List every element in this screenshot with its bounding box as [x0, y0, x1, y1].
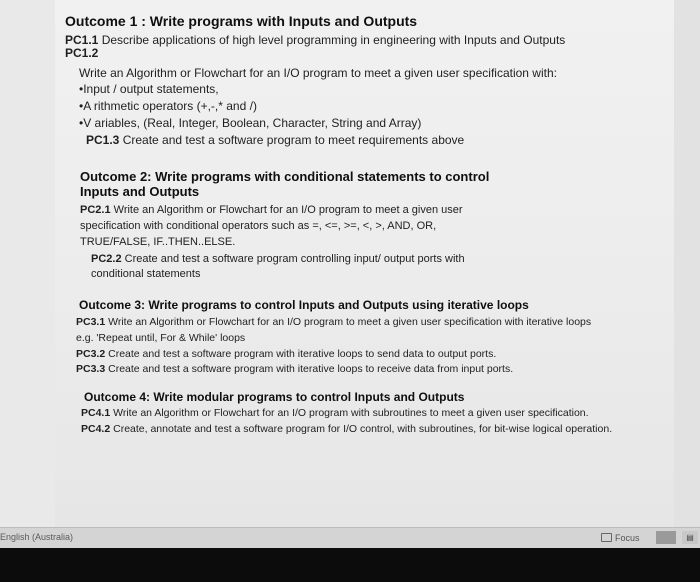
pc31-label: PC3.1 — [76, 316, 106, 328]
pc33-label: PC3.3 — [76, 363, 106, 375]
bullet-variables: •V ariables, (Real, Integer, Boolean, Character, String and Array) — [79, 116, 422, 130]
pc31-line2: e.g. 'Repeat until, For & While' loops — [76, 332, 246, 344]
pc42-label: PC4.2 — [81, 423, 111, 435]
pc13-line — [86, 133, 464, 147]
pc31-line1 — [76, 315, 591, 329]
pc11-line — [65, 33, 565, 47]
status-bar — [0, 527, 700, 548]
pc13-label: PC1.3 — [86, 133, 120, 147]
pc12-label: PC1.2 — [65, 46, 99, 60]
bullet-arithmetic: •A rithmetic operators (+,-,* and /) — [79, 99, 257, 113]
outcome2-title-line1: Outcome 2: Write programs with conditional statements to control — [80, 169, 490, 184]
pc41-label: PC4.1 — [81, 407, 111, 419]
focus-button[interactable] — [598, 531, 643, 544]
outcome2-title-line2: Inputs and Outputs — [80, 184, 200, 199]
pc21-label: PC2.1 — [80, 204, 111, 216]
outcome4-title: Outcome 4: Write modular programs to control Inputs and Outputs — [84, 390, 465, 404]
pc41-line — [81, 406, 589, 420]
pc11-label: PC1.1 — [65, 33, 99, 47]
print-layout-icon[interactable] — [656, 531, 676, 544]
pc33-text: Create and test a software program with iterative loops to receive data from input ports. — [108, 363, 514, 375]
page-left-margin — [0, 0, 55, 527]
screen-bezel — [0, 548, 700, 582]
pc32-label: PC3.2 — [76, 348, 106, 360]
pc42-text: Create, annotate and test a software program for I/O control, with subroutines, for bit-wise logical operation. — [113, 423, 613, 435]
pc22-line2: conditional statements — [91, 268, 201, 280]
focus-label: Focus — [615, 532, 640, 543]
pc32-text: Create and test a software program with iterative loops to send data to output ports. — [108, 348, 497, 360]
pc13-text: Create and test a software program to meet requirements above — [122, 133, 465, 147]
web-layout-icon[interactable]: ▤ — [682, 531, 698, 544]
pc11-text: Describe applications of high level programming in engineering with Inputs and Outputs — [101, 33, 566, 47]
pc32-line — [76, 347, 496, 361]
language-indicator[interactable]: English (Australia) — [0, 532, 74, 542]
page-right-margin — [674, 0, 700, 527]
pc31-text1: Write an Algorithm or Flowchart for an I/O program to meet a given user specification with iterative loops — [108, 316, 592, 328]
pc21-text1: Write an Algorithm or Flowchart for an I/O program to meet a given user — [113, 204, 463, 216]
pc12-line1: Write an Algorithm or Flowchart for an I/O program to meet a given user specification with: — [79, 66, 557, 80]
pc33-line — [76, 362, 513, 376]
bullet-input-output: •Input / output statements, — [79, 82, 219, 96]
pc21-line3: TRUE/FALSE, IF..THEN..ELSE. — [80, 236, 236, 248]
outcome3-title: Outcome 3: Write programs to control Inputs and Outputs using iterative loops — [79, 298, 529, 312]
pc21-line1 — [80, 203, 463, 217]
outcome1-title: Outcome 1 : Write programs with Inputs and Outputs — [65, 13, 418, 29]
pc42-line — [81, 422, 612, 436]
pc22-label: PC2.2 — [91, 253, 122, 265]
pc22-line1 — [91, 252, 465, 266]
pc41-text: Write an Algorithm or Flowchart for an I/O program with subroutines to meet a given user specification. — [113, 407, 589, 419]
focus-icon — [601, 533, 612, 542]
pc22-text1: Create and test a software program controlling input/ output ports with — [124, 253, 465, 265]
pc21-line2: specification with conditional operators such as =, <=, >=, <, >, AND, OR, — [80, 220, 437, 232]
